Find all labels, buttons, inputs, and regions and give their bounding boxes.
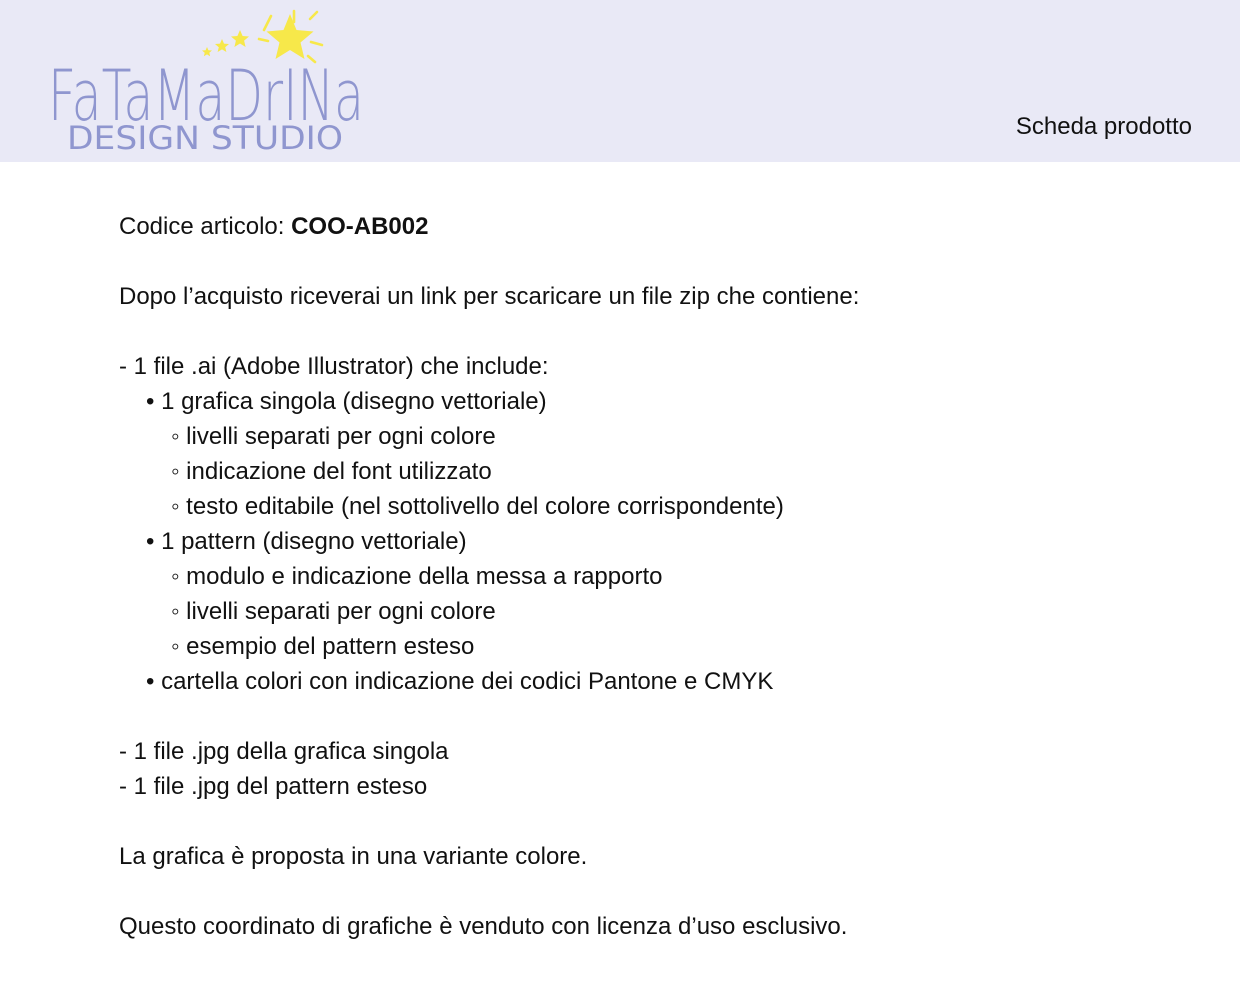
single-graphic-subitem: ◦ indicazione del font utilizzato xyxy=(171,458,492,485)
jpg-file-item: - 1 file .jpg del pattern esteso xyxy=(119,773,428,800)
logo-wordmark: FaTaMaDrINa xyxy=(48,55,364,137)
single-graphic-item: • 1 grafica singola (disegno vettoriale) xyxy=(146,388,547,415)
single-graphic-subitem: ◦ livelli separati per ogni colore xyxy=(171,423,496,450)
jpg-file-item: - 1 file .jpg della grafica singola xyxy=(119,738,449,765)
intro-text: Dopo l’acquisto riceverai un link per scaricare un file zip che contiene: xyxy=(119,283,860,310)
spacer xyxy=(119,244,1179,279)
page-header xyxy=(0,0,1240,162)
pattern-subitem: ◦ modulo e indicazione della messa a rapporto xyxy=(171,563,663,590)
spacer xyxy=(119,874,1179,909)
logo-subtitle: DESIGN STUDIO xyxy=(67,119,343,157)
product-code-value: COO-AB002 xyxy=(291,213,429,240)
product-sheet-body xyxy=(119,209,1179,944)
spacer xyxy=(119,314,1179,349)
ai-file-item: - 1 file .ai (Adobe Illustrator) che include: xyxy=(119,353,549,380)
spacer xyxy=(119,699,1179,734)
variant-note: La grafica è proposta in una variante colore. xyxy=(119,843,588,870)
document-type-label: Scheda prodotto xyxy=(1015,113,1192,140)
pattern-subitem: ◦ esempio del pattern esteso xyxy=(171,633,475,660)
single-graphic-subitem: ◦ testo editabile (nel sottolivello del colore corrispondente) xyxy=(171,493,784,520)
pattern-subitem: ◦ livelli separati per ogni colore xyxy=(171,598,496,625)
fatamadrina-logo xyxy=(40,8,380,158)
product-code-label: Codice articolo: xyxy=(119,213,292,240)
magic-stars-icon xyxy=(40,8,380,158)
product-code-line xyxy=(119,209,1179,244)
spacer xyxy=(119,804,1179,839)
pattern-item: • 1 pattern (disegno vettoriale) xyxy=(146,528,467,555)
color-card-item: • cartella colori con indicazione dei codici Pantone e CMYK xyxy=(146,668,774,695)
license-note: Questo coordinato di grafiche è venduto con licenza d’uso esclusivo. xyxy=(119,913,848,940)
